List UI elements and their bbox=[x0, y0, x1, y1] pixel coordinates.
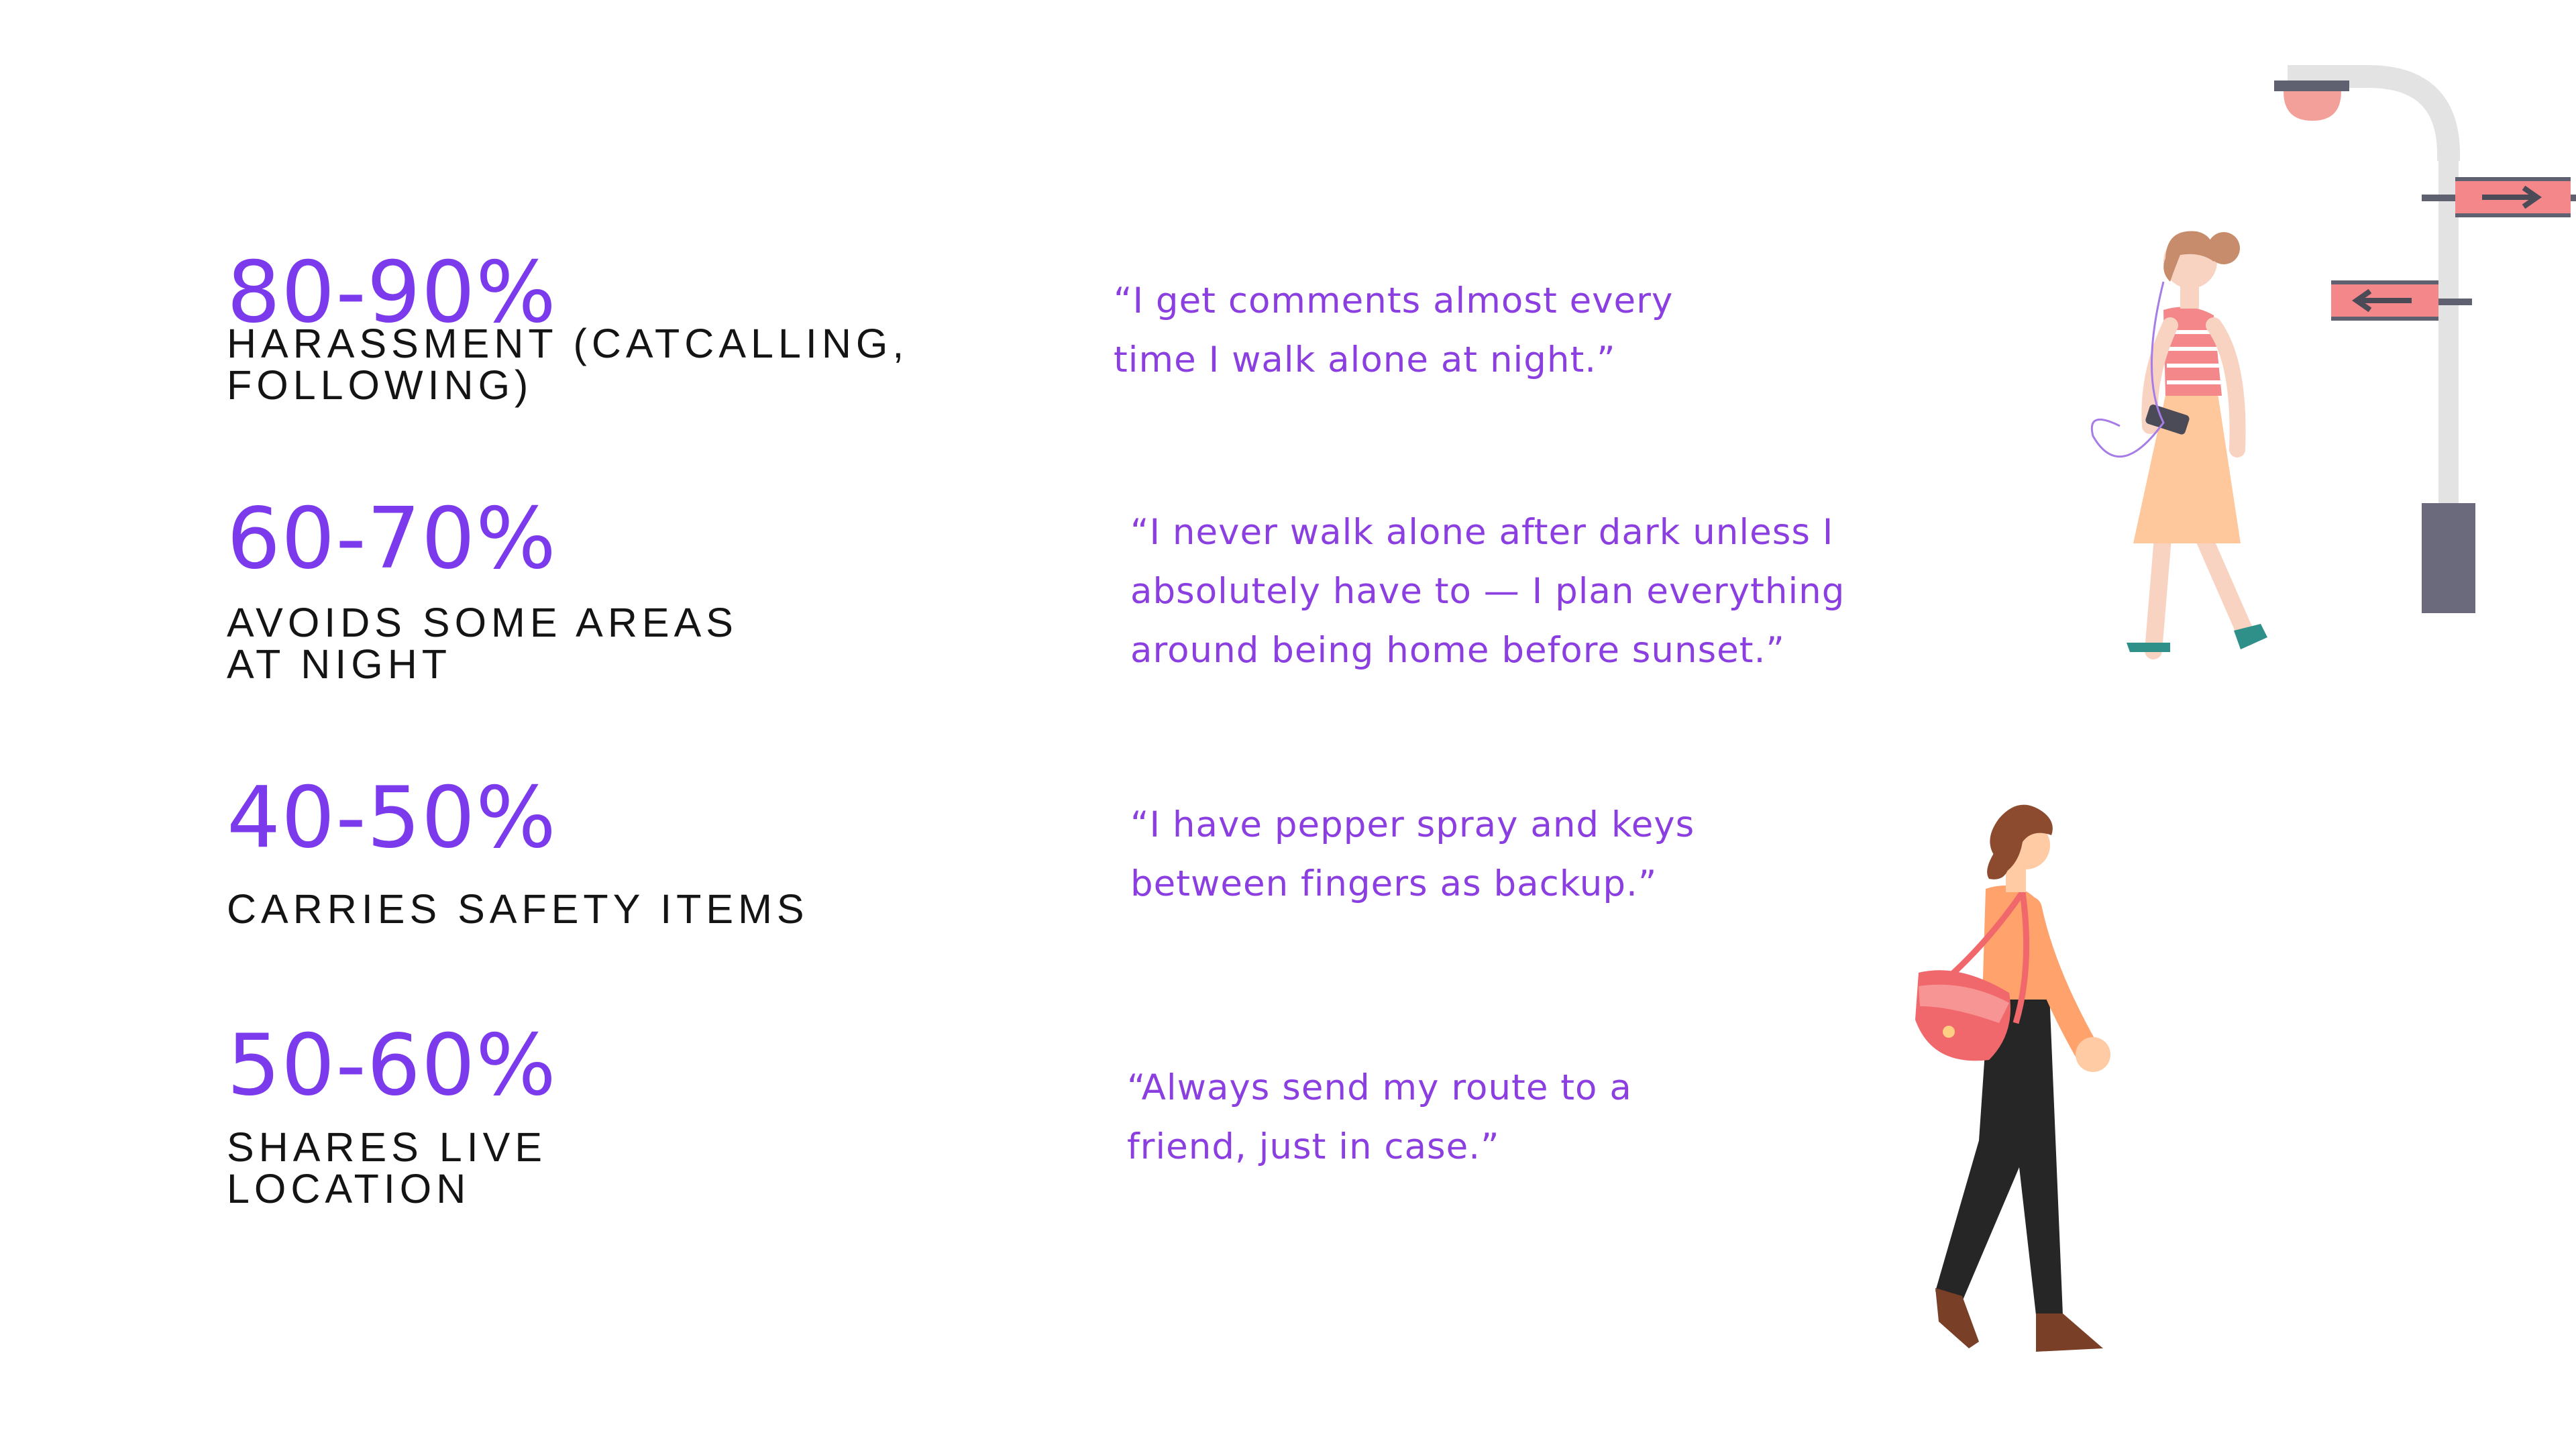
street-lamp-icon bbox=[2274, 76, 2576, 613]
stat-percent-harassment: 80-90% bbox=[227, 243, 557, 341]
stat-label-live-location: SHARES LIVE LOCATION bbox=[227, 1124, 547, 1212]
woman-with-phone-illustration bbox=[2046, 60, 2576, 691]
stat-label-safety-items: CARRIES SAFETY ITEMS bbox=[227, 886, 809, 932]
stat-label-avoids-areas: AVOIDS SOME AREAS AT NIGHT bbox=[227, 600, 738, 687]
stat-percent-live-location: 50-60% bbox=[227, 1016, 557, 1114]
woman-with-bag-icon bbox=[1915, 805, 2110, 1352]
quote-avoids-areas: “I never walk alone after dark unless I absolutely have to — I plan everything around being home before sunset.” bbox=[1130, 512, 1845, 671]
quote-safety-items: “I have pepper spray and keys between fingers as backup.” bbox=[1130, 804, 1695, 904]
quote-harassment: “I get comments almost every time I walk alone at night.” bbox=[1114, 280, 1674, 380]
stat-percent-avoids-areas: 60-70% bbox=[227, 489, 557, 588]
woman-walking-illustration bbox=[1872, 792, 2153, 1368]
stat-percent-safety-items: 40-50% bbox=[227, 768, 557, 867]
stat-label-harassment: HARASSMENT (CATCALLING, FOLLOWING) bbox=[227, 321, 909, 408]
quote-live-location: “Always send my route to a friend, just in case.” bbox=[1127, 1067, 1632, 1167]
woman-figure-icon bbox=[2092, 231, 2267, 653]
